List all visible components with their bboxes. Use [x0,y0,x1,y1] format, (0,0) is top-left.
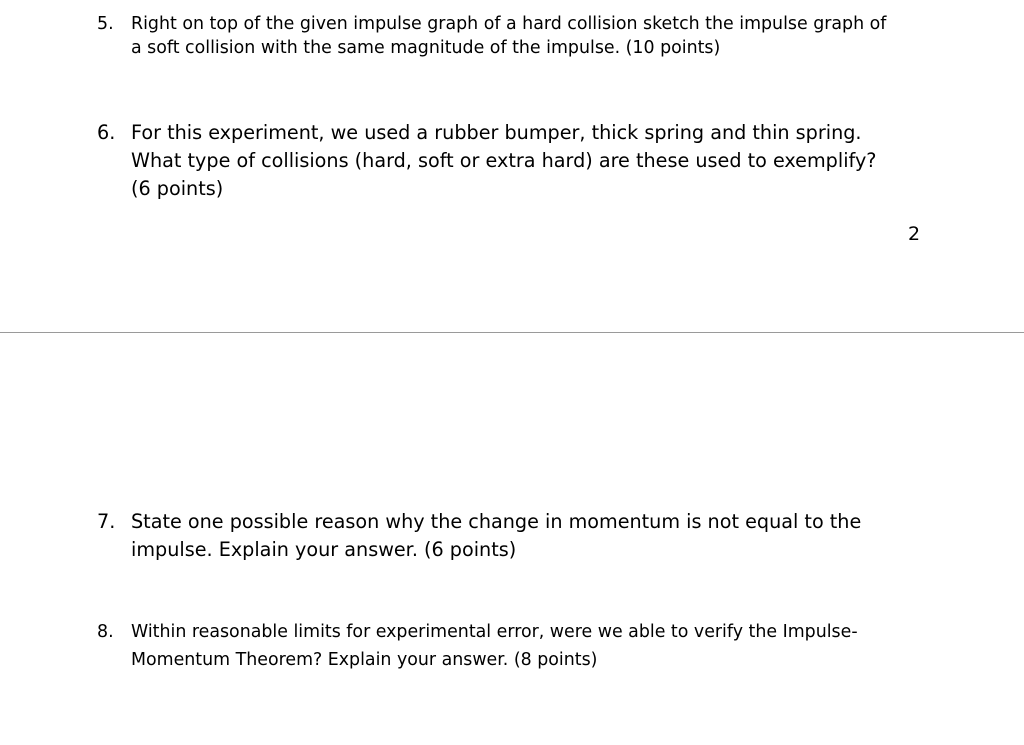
question-text-line: State one possible reason why the change in momentum is not equal to the [131,510,862,533]
question-text-line: What type of collisions (hard, soft or extra hard) are these used to exemplify? [131,149,877,172]
question-text-line: For this experiment, we used a rubber bumper, thick spring and thin spring. [131,121,862,144]
question-text-line: impulse. Explain your answer. (6 points) [131,538,517,561]
page-number: 2 [908,223,921,245]
question-text-line: Right on top of the given impulse graph of a hard collision sketch the impulse graph of [131,14,887,34]
question-number: 5. [97,14,114,34]
question-text-line: a soft collision with the same magnitude of the impulse. (10 points) [131,38,721,58]
question-number: 7. [97,510,116,533]
question-number: 8. [97,622,114,642]
page-divider [0,332,1024,333]
question-text-line: (6 points) [131,177,224,200]
question-text-line: Momentum Theorem? Explain your answer. (8 points) [131,650,598,670]
question-text-line: Within reasonable limits for experimental error, were we able to verify the Impulse- [131,622,858,642]
question-number: 6. [97,121,116,144]
